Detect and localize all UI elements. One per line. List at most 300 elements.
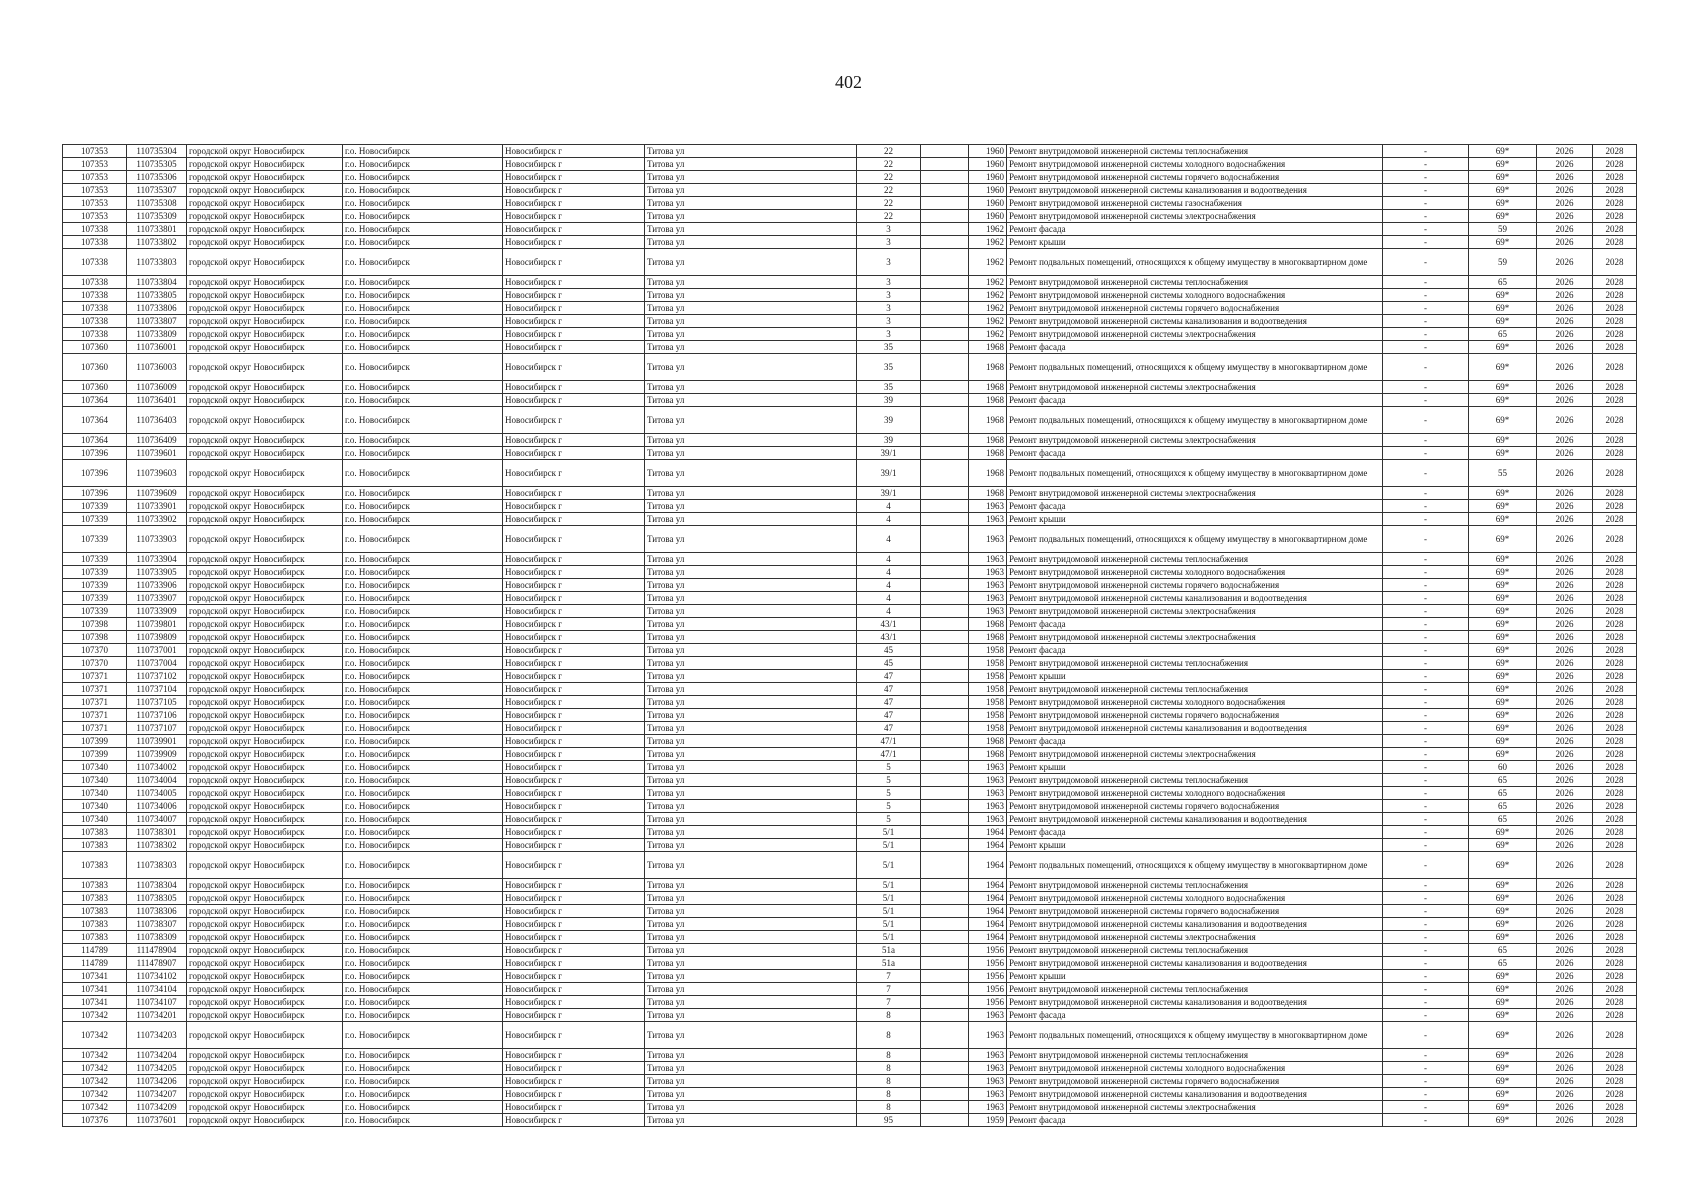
work-type-cell: Ремонт внутридомовой инженерной системы холодного водоснабжения [1007,1062,1383,1075]
house-number-cell: 5/1 [857,892,921,905]
table-row [63,839,1637,852]
start-year-cell: 2026 [1537,328,1593,341]
table-row [63,683,1637,696]
building-cell [921,354,969,381]
house-id-cell: 107353 [63,171,127,184]
street-cell: Титова ул [645,957,857,970]
street-cell: Титова ул [645,852,857,879]
city-cell: Новосибирск г [503,931,645,944]
street-cell: Титова ул [645,249,857,276]
street-cell: Титова ул [645,787,857,800]
year-built-cell: 1963 [969,605,1007,618]
norm-cell: 69* [1469,931,1537,944]
house-id-cell: 107371 [63,722,127,735]
extra-cell: - [1383,813,1469,826]
city-cell: Новосибирск г [503,813,645,826]
table-row [63,210,1637,223]
municipality-cell: городской округ Новосибирск [187,800,343,813]
municipality-cell: городской округ Новосибирск [187,460,343,487]
norm-cell: 65 [1469,800,1537,813]
house-number-cell: 8 [857,1088,921,1101]
municipality-cell: городской округ Новосибирск [187,1101,343,1114]
start-year-cell: 2026 [1537,341,1593,354]
city-cell: Новосибирск г [503,983,645,996]
municipality-cell: городской округ Новосибирск [187,328,343,341]
house-id-cell: 107353 [63,184,127,197]
district-cell: г.о. Новосибирск [343,407,503,434]
work-code-cell: 110733804 [127,276,187,289]
street-cell: Титова ул [645,236,857,249]
work-type-cell: Ремонт внутридомовой инженерной системы теплоснабжения [1007,879,1383,892]
start-year-cell: 2026 [1537,1088,1593,1101]
year-built-cell: 1956 [969,983,1007,996]
extra-cell: - [1383,735,1469,748]
norm-cell: 69* [1469,381,1537,394]
street-cell: Титова ул [645,709,857,722]
norm-cell: 69* [1469,722,1537,735]
end-year-cell: 2028 [1593,171,1637,184]
street-cell: Титова ул [645,1049,857,1062]
table-row [63,145,1637,158]
house-number-cell: 4 [857,592,921,605]
norm-cell: 65 [1469,813,1537,826]
norm-cell: 69* [1469,983,1537,996]
building-cell [921,513,969,526]
district-cell: г.о. Новосибирск [343,434,503,447]
work-code-cell: 110734204 [127,1049,187,1062]
work-type-cell: Ремонт крыши [1007,236,1383,249]
house-id-cell: 107353 [63,210,127,223]
building-cell [921,223,969,236]
house-id-cell: 107339 [63,592,127,605]
district-cell: г.о. Новосибирск [343,813,503,826]
start-year-cell: 2026 [1537,354,1593,381]
building-cell [921,722,969,735]
district-cell: г.о. Новосибирск [343,579,503,592]
extra-cell: - [1383,1062,1469,1075]
end-year-cell: 2028 [1593,931,1637,944]
year-built-cell: 1968 [969,341,1007,354]
table-row [63,566,1637,579]
extra-cell: - [1383,315,1469,328]
work-type-cell: Ремонт внутридомовой инженерной системы горячего водоснабжения [1007,579,1383,592]
year-built-cell: 1963 [969,500,1007,513]
building-cell [921,839,969,852]
house-id-cell: 107360 [63,341,127,354]
house-id-cell: 107398 [63,618,127,631]
building-cell [921,1022,969,1049]
house-id-cell: 107342 [63,1062,127,1075]
norm-cell: 65 [1469,787,1537,800]
end-year-cell: 2028 [1593,158,1637,171]
district-cell: г.о. Новосибирск [343,879,503,892]
extra-cell: - [1383,1022,1469,1049]
work-type-cell: Ремонт внутридомовой инженерной системы холодного водоснабжения [1007,787,1383,800]
building-cell [921,631,969,644]
municipality-cell: городской округ Новосибирск [187,302,343,315]
house-number-cell: 39 [857,434,921,447]
table-row [63,381,1637,394]
municipality-cell: городской округ Новосибирск [187,852,343,879]
work-type-cell: Ремонт внутридомовой инженерной системы электроснабжения [1007,1101,1383,1114]
house-number-cell: 22 [857,197,921,210]
end-year-cell: 2028 [1593,1062,1637,1075]
street-cell: Титова ул [645,434,857,447]
start-year-cell: 2026 [1537,983,1593,996]
district-cell: г.о. Новосибирск [343,748,503,761]
city-cell: Новосибирск г [503,800,645,813]
street-cell: Титова ул [645,579,857,592]
table-row [63,931,1637,944]
house-id-cell: 107338 [63,236,127,249]
municipality-cell: городской округ Новосибирск [187,158,343,171]
table-row [63,670,1637,683]
city-cell: Новосибирск г [503,354,645,381]
building-cell [921,852,969,879]
year-built-cell: 1958 [969,670,1007,683]
street-cell: Титова ул [645,315,857,328]
work-type-cell: Ремонт внутридомовой инженерной системы теплоснабжения [1007,1049,1383,1062]
extra-cell: - [1383,905,1469,918]
year-built-cell: 1964 [969,852,1007,879]
house-number-cell: 3 [857,328,921,341]
district-cell: г.о. Новосибирск [343,957,503,970]
house-number-cell: 47 [857,722,921,735]
house-id-cell: 107342 [63,1009,127,1022]
work-code-cell: 110734205 [127,1062,187,1075]
street-cell: Титова ул [645,1114,857,1127]
building-cell [921,158,969,171]
norm-cell: 69* [1469,236,1537,249]
work-code-cell: 110734004 [127,774,187,787]
street-cell: Титова ул [645,500,857,513]
building-cell [921,553,969,566]
end-year-cell: 2028 [1593,276,1637,289]
table-row [63,394,1637,407]
district-cell: г.о. Новосибирск [343,158,503,171]
extra-cell: - [1383,381,1469,394]
house-number-cell: 5/1 [857,918,921,931]
street-cell: Титова ул [645,526,857,553]
year-built-cell: 1960 [969,158,1007,171]
building-cell [921,748,969,761]
building-cell [921,644,969,657]
norm-cell: 69* [1469,683,1537,696]
table-row [63,526,1637,553]
house-number-cell: 47 [857,670,921,683]
city-cell: Новосибирск г [503,579,645,592]
municipality-cell: городской округ Новосибирск [187,341,343,354]
street-cell: Титова ул [645,354,857,381]
work-code-cell: 110738307 [127,918,187,931]
city-cell: Новосибирск г [503,735,645,748]
extra-cell: - [1383,500,1469,513]
district-cell: г.о. Новосибирск [343,709,503,722]
start-year-cell: 2026 [1537,434,1593,447]
house-number-cell: 39 [857,407,921,434]
municipality-cell: городской округ Новосибирск [187,970,343,983]
house-id-cell: 107339 [63,526,127,553]
table-row [63,354,1637,381]
house-number-cell: 22 [857,158,921,171]
municipality-cell: городской округ Новосибирск [187,683,343,696]
work-type-cell: Ремонт фасада [1007,500,1383,513]
work-type-cell: Ремонт внутридомовой инженерной системы канализования и водоотведения [1007,813,1383,826]
municipality-cell: городской округ Новосибирск [187,1009,343,1022]
end-year-cell: 2028 [1593,289,1637,302]
year-built-cell: 1963 [969,1088,1007,1101]
year-built-cell: 1956 [969,944,1007,957]
building-cell [921,315,969,328]
district-cell: г.о. Новосибирск [343,826,503,839]
city-cell: Новосибирск г [503,670,645,683]
norm-cell: 69* [1469,735,1537,748]
work-type-cell: Ремонт внутридомовой инженерной системы электроснабжения [1007,931,1383,944]
district-cell: г.о. Новосибирск [343,892,503,905]
extra-cell: - [1383,670,1469,683]
house-id-cell: 107341 [63,996,127,1009]
building-cell [921,605,969,618]
work-code-cell: 111478907 [127,957,187,970]
building-cell [921,500,969,513]
end-year-cell: 2028 [1593,813,1637,826]
street-cell: Титова ул [645,592,857,605]
table-row [63,1049,1637,1062]
house-id-cell: 107383 [63,879,127,892]
building-cell [921,592,969,605]
district-cell: г.о. Новосибирск [343,761,503,774]
house-id-cell: 107342 [63,1088,127,1101]
work-code-cell: 110733906 [127,579,187,592]
start-year-cell: 2026 [1537,839,1593,852]
table-row [63,813,1637,826]
house-number-cell: 8 [857,1062,921,1075]
end-year-cell: 2028 [1593,592,1637,605]
end-year-cell: 2028 [1593,748,1637,761]
end-year-cell: 2028 [1593,223,1637,236]
house-id-cell: 107339 [63,605,127,618]
municipality-cell: городской округ Новосибирск [187,631,343,644]
table-row [63,761,1637,774]
year-built-cell: 1968 [969,748,1007,761]
end-year-cell: 2028 [1593,394,1637,407]
street-cell: Титова ул [645,407,857,434]
house-id-cell: 107399 [63,735,127,748]
norm-cell: 69* [1469,644,1537,657]
start-year-cell: 2026 [1537,1075,1593,1088]
district-cell: г.о. Новосибирск [343,657,503,670]
year-built-cell: 1960 [969,197,1007,210]
municipality-cell: городской округ Новосибирск [187,1049,343,1062]
table-row [63,1088,1637,1101]
work-code-cell: 110733904 [127,553,187,566]
work-type-cell: Ремонт внутридомовой инженерной системы канализования и водоотведения [1007,918,1383,931]
house-id-cell: 107341 [63,983,127,996]
start-year-cell: 2026 [1537,918,1593,931]
house-id-cell: 107339 [63,579,127,592]
norm-cell: 69* [1469,341,1537,354]
work-type-cell: Ремонт фасада [1007,394,1383,407]
municipality-cell: городской округ Новосибирск [187,223,343,236]
start-year-cell: 2026 [1537,1022,1593,1049]
table-row [63,249,1637,276]
work-code-cell: 110739603 [127,460,187,487]
work-type-cell: Ремонт внутридомовой инженерной системы горячего водоснабжения [1007,905,1383,918]
extra-cell: - [1383,879,1469,892]
work-type-cell: Ремонт внутридомовой инженерной системы канализования и водоотведения [1007,957,1383,970]
district-cell: г.о. Новосибирск [343,171,503,184]
start-year-cell: 2026 [1537,394,1593,407]
building-cell [921,566,969,579]
building-cell [921,905,969,918]
municipality-cell: городской округ Новосибирск [187,657,343,670]
end-year-cell: 2028 [1593,328,1637,341]
city-cell: Новосибирск г [503,1022,645,1049]
district-cell: г.о. Новосибирск [343,223,503,236]
district-cell: г.о. Новосибирск [343,800,503,813]
city-cell: Новосибирск г [503,761,645,774]
year-built-cell: 1959 [969,1114,1007,1127]
work-type-cell: Ремонт подвальных помещений, относящихся к общему имуществу в многоквартирном доме [1007,460,1383,487]
street-cell: Титова ул [645,839,857,852]
extra-cell: - [1383,566,1469,579]
house-number-cell: 5/1 [857,852,921,879]
end-year-cell: 2028 [1593,553,1637,566]
street-cell: Титова ул [645,513,857,526]
street-cell: Титова ул [645,210,857,223]
street-cell: Титова ул [645,670,857,683]
norm-cell: 69* [1469,1088,1537,1101]
district-cell: г.о. Новосибирск [343,1009,503,1022]
work-type-cell: Ремонт фасада [1007,1009,1383,1022]
work-code-cell: 110734206 [127,1075,187,1088]
extra-cell: - [1383,171,1469,184]
year-built-cell: 1956 [969,957,1007,970]
house-id-cell: 107339 [63,500,127,513]
building-cell [921,145,969,158]
house-number-cell: 4 [857,500,921,513]
work-type-cell: Ремонт фасада [1007,1114,1383,1127]
start-year-cell: 2026 [1537,957,1593,970]
city-cell: Новосибирск г [503,500,645,513]
work-code-cell: 110733809 [127,328,187,341]
district-cell: г.о. Новосибирск [343,696,503,709]
work-code-cell: 110738309 [127,931,187,944]
work-code-cell: 110735307 [127,184,187,197]
city-cell: Новосибирск г [503,513,645,526]
work-code-cell: 110734005 [127,787,187,800]
municipality-cell: городской округ Новосибирск [187,605,343,618]
house-id-cell: 107338 [63,289,127,302]
year-built-cell: 1962 [969,302,1007,315]
district-cell: г.о. Новосибирск [343,249,503,276]
norm-cell: 69* [1469,839,1537,852]
street-cell: Титова ул [645,394,857,407]
street-cell: Титова ул [645,944,857,957]
municipality-cell: городской округ Новосибирск [187,892,343,905]
year-built-cell: 1958 [969,722,1007,735]
street-cell: Титова ул [645,1009,857,1022]
street-cell: Титова ул [645,605,857,618]
extra-cell: - [1383,931,1469,944]
city-cell: Новосибирск г [503,787,645,800]
start-year-cell: 2026 [1537,787,1593,800]
city-cell: Новосибирск г [503,460,645,487]
district-cell: г.о. Новосибирск [343,722,503,735]
house-number-cell: 43/1 [857,631,921,644]
house-id-cell: 107371 [63,670,127,683]
house-id-cell: 107370 [63,657,127,670]
city-cell: Новосибирск г [503,826,645,839]
house-number-cell: 45 [857,657,921,670]
city-cell: Новосибирск г [503,276,645,289]
house-id-cell: 107383 [63,905,127,918]
work-type-cell: Ремонт внутридомовой инженерной системы теплоснабжения [1007,983,1383,996]
end-year-cell: 2028 [1593,579,1637,592]
start-year-cell: 2026 [1537,879,1593,892]
house-number-cell: 35 [857,354,921,381]
house-number-cell: 4 [857,579,921,592]
district-cell: г.о. Новосибирск [343,526,503,553]
house-number-cell: 8 [857,1009,921,1022]
year-built-cell: 1968 [969,447,1007,460]
extra-cell: - [1383,709,1469,722]
extra-cell: - [1383,892,1469,905]
year-built-cell: 1963 [969,1101,1007,1114]
street-cell: Титова ул [645,800,857,813]
year-built-cell: 1958 [969,696,1007,709]
work-type-cell: Ремонт фасада [1007,341,1383,354]
house-id-cell: 107396 [63,447,127,460]
end-year-cell: 2028 [1593,774,1637,787]
extra-cell: - [1383,579,1469,592]
work-type-cell: Ремонт внутридомовой инженерной системы холодного водоснабжения [1007,566,1383,579]
district-cell: г.о. Новосибирск [343,996,503,1009]
building-cell [921,983,969,996]
district-cell: г.о. Новосибирск [343,302,503,315]
house-number-cell: 51а [857,957,921,970]
start-year-cell: 2026 [1537,970,1593,983]
start-year-cell: 2026 [1537,852,1593,879]
district-cell: г.о. Новосибирск [343,354,503,381]
work-code-cell: 110736003 [127,354,187,381]
work-code-cell: 110739909 [127,748,187,761]
municipality-cell: городской округ Новосибирск [187,354,343,381]
end-year-cell: 2028 [1593,315,1637,328]
norm-cell: 69* [1469,1101,1537,1114]
norm-cell: 69* [1469,852,1537,879]
street-cell: Титова ул [645,761,857,774]
building-cell [921,487,969,500]
work-code-cell: 110733805 [127,289,187,302]
house-number-cell: 8 [857,1049,921,1062]
end-year-cell: 2028 [1593,722,1637,735]
table-row [63,328,1637,341]
end-year-cell: 2028 [1593,1088,1637,1101]
table-row [63,879,1637,892]
house-number-cell: 3 [857,315,921,328]
house-number-cell: 51а [857,944,921,957]
extra-cell: - [1383,223,1469,236]
district-cell: г.о. Новосибирск [343,631,503,644]
norm-cell: 69* [1469,158,1537,171]
table-row [63,1062,1637,1075]
work-code-cell: 110736001 [127,341,187,354]
city-cell: Новосибирск г [503,957,645,970]
street-cell: Титова ул [645,487,857,500]
start-year-cell: 2026 [1537,460,1593,487]
district-cell: г.о. Новосибирск [343,735,503,748]
